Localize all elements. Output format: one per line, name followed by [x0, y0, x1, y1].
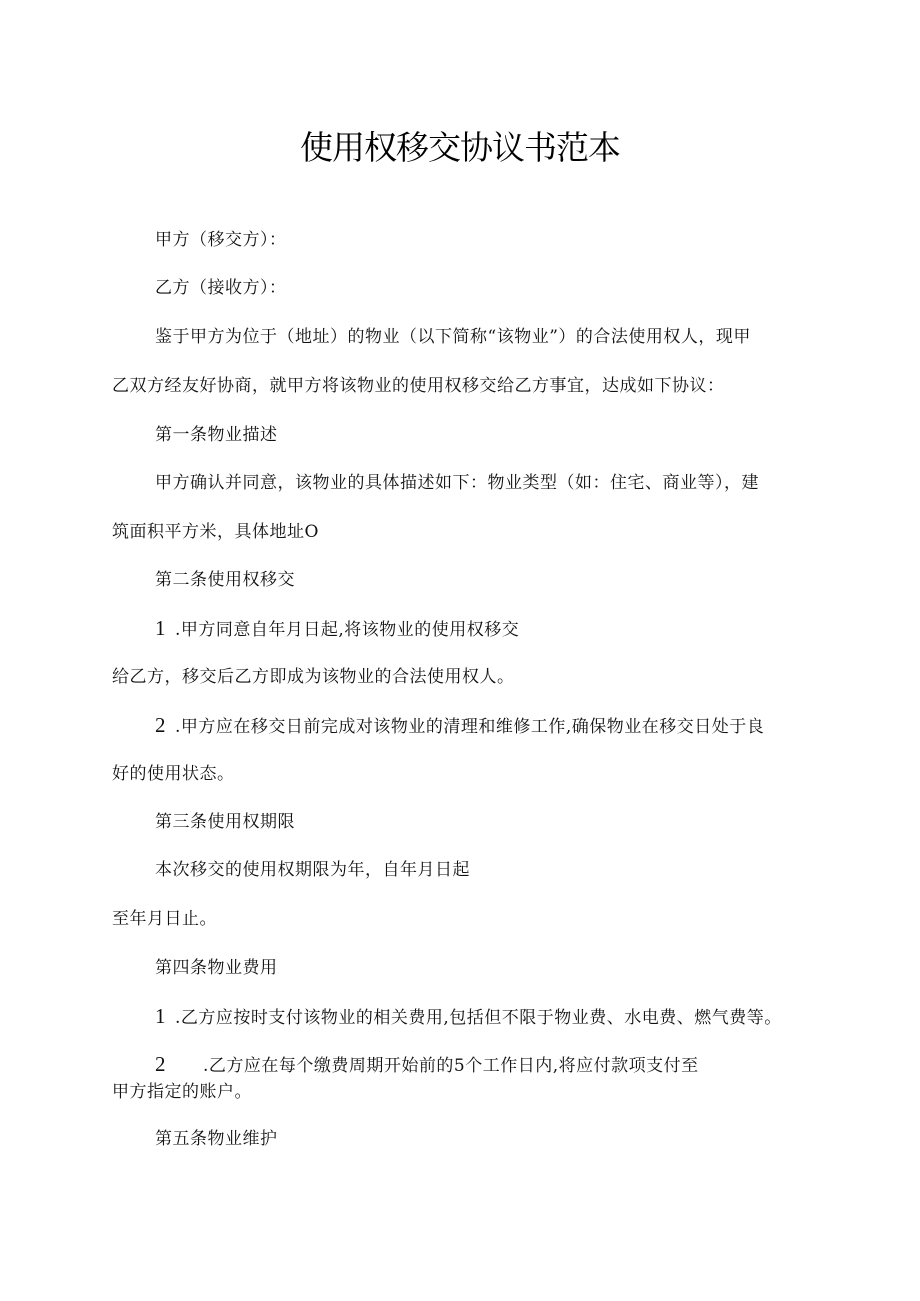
document-title: 使用权移交协议书范本 [300, 128, 620, 167]
article-2-item-1-cont: 给乙方，移交后乙方即成为该物业的合法使用权人。 [112, 667, 515, 687]
article-5-heading: 第五条物业维护 [155, 1129, 278, 1149]
article-3-text-1: 本次移交的使用权期限为年，自年月日起 [155, 860, 470, 880]
article-3-heading: 第三条使用权期限 [155, 812, 295, 832]
preamble-line-2: 乙双方经友好协商，就甲方将该物业的使用权移交给乙方事宜，达成如下协议： [112, 376, 725, 396]
preamble-line-1: 鉴于甲方为位于（地址）的物业（以下简称“该物业”）的合法使用权人，现甲 [155, 327, 751, 347]
article-2-item-2 [155, 713, 764, 739]
article-3-text-2: 至年月日止。 [112, 909, 217, 929]
article-1-text-2: 筑面积平方米，具体地址O [112, 522, 319, 542]
article-4-item-1 [155, 1004, 782, 1030]
party-b-line: 乙方（接收方）： [155, 278, 287, 298]
item-text: .甲方应在移交日前完成对该物业的清理和维修工作,确保物业在移交日处于良 [175, 717, 765, 737]
item-text: .乙方应在每个缴费周期开始前的5个工作日内,将应付款项支付至 [203, 1056, 699, 1076]
item-number: 2 [155, 1052, 166, 1076]
item-text: .甲方同意自年月日起,将该物业的使用权移交 [175, 620, 520, 640]
item-number: 1 [155, 616, 166, 640]
article-2-item-2-cont: 好的使用状态。 [112, 764, 235, 784]
article-1-heading: 第一条物业描述 [155, 425, 278, 445]
item-text: .乙方应按时支付该物业的相关费用,包括但不限于物业费、水电费、燃气费等。 [175, 1008, 782, 1028]
article-1-text-1: 甲方确认并同意，该物业的具体描述如下：物业类型（如：住宅、商业等），建 [155, 473, 759, 493]
article-2-heading: 第二条使用权移交 [155, 570, 295, 590]
article-2-item-1 [155, 616, 519, 642]
party-a-line: 甲方（移交方）： [155, 230, 287, 250]
article-4-item-2 [155, 1052, 699, 1078]
article-4-heading: 第四条物业费用 [155, 958, 278, 978]
item-number: 1 [155, 1004, 166, 1028]
item-number: 2 [155, 713, 166, 737]
article-4-item-2-cont: 甲方指定的账户。 [112, 1082, 252, 1102]
